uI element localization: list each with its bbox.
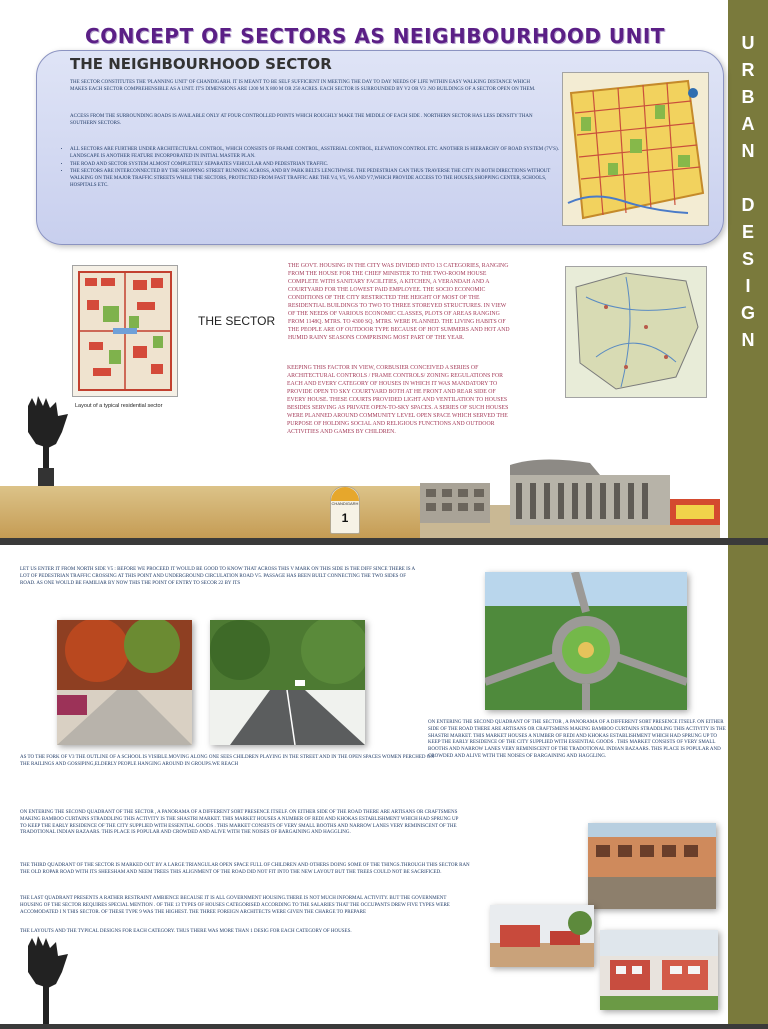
v5-caption: AS TO THE FORK OF V3 THE OUTLINE OF A SCHOOL IS VISIBLE.MOVING ALONG ONE SEES CHILDREN PLAYING IN THE STREET AND IN THE OPEN SPACES WOMEN PERCHED ON THE RAILINGS AND GOSSIPING,ELDERLY PEOPLE HANGING AROUND IN GROUPS.WE REACH: [20, 755, 434, 767]
autumn-tree-road-photo: [57, 620, 192, 745]
roundabout-aerial-photo: [485, 572, 687, 710]
intro-text: LET US ENTER IT FROM NORTH SIDE V5 : BEFORE WE PROCEED IT WOULD BE GOOD TO KNOW THAT ACROSS THIS V MARK ON THIS SIDE IS THE DIFF SINCE THERE IS A LOT OF PEDESTRIAN TRAFFIC CROSSING AT THIS POINT AND UNDERGROUND CIRCULATION ROAD V5. PASSAGE HAS BEEN BUILT CONNECTING THE TWO SIDES OF ROAD. AS ONE WOULD BE FAMILIAR BY NOW THIS THE POINT OF ENTRY TO SECOR 22 BY ITS: [20, 567, 415, 586]
sidebar-letter: G: [740, 303, 755, 323]
sidebar-letter: R: [741, 60, 755, 80]
page-two-sidebar: [728, 545, 768, 1024]
sector-layout-map: [72, 265, 178, 397]
layouts-text: THE LAYOUTS AND THE TYPICAL DESIGNS FOR EACH CATEGORY. THUS THERE WAS MORE THAN 1 DESIG FOR EACH CATEGORY OF HOUSES.: [20, 929, 352, 934]
second-quadrant-text-right: ON ENTERING THE SECOND QUADRANT OF THE SECTOR , A PANORAMA OF A DIFFERENT SORT PRESENCE ITSELF. ON EITHER SIDE OF THE ROAD THERE ARE ARTISANS OR CRAFTSMENS MAKING BAMBOO CURTAINS STRADDLING THIS ACTIVITY IS THE SHASTRI MARKET. THIS MARKET HOUSES A NUMBER OF REDI AND KHOKAS ESTABLISHMENT WHICH HAD SPRUNG UP TO KEEP THE EARLY RESIDENCE OF THE CITY SUPPLIED WITH ESSENTIAL GOODS . THIS MARKET CONSISTS OF VERY SMALL BOOTHS AND NARROW LANES VERY REMINISCENT OF THE TRADOTIONAL INDIAN BAZAARS. THIS PLACE IS POPULAR AND CROWDED AND ALIVE WITH THE NOISES OF BARGAINING AND HAGGLING.: [428, 720, 726, 759]
last-quadrant-text: THE LAST QUADRANT PRESENTS A RATHER RESTRAINT AMBIENCE BECAUSE IT IS ALL GOVERNMENT HOUSING.THERE IS NOT MUCH INFORMAL ACTIVITY. BUT THE GOVERNMENT HOUSING OF THE SECTOR REQUIRES SPECIAL MENTION . OF THE 13 TYPES OF HOUSES CATEGORISED ACCORDING TO THE SALARIES THAT THE OCCUPANTS DREW FIVE TYPES WERE ACCOMODATED I N THIS SECTOR. OF THESE TYPE 9 WAS THE HIGHEST. THE THREE FOREIGN ARCHITECTS WERE GIVEN THE CHARGE TO PREPARE: [20, 896, 450, 915]
sidebar-letter: [728, 165, 768, 192]
layout-caption: Layout of a typical residential sector: [75, 403, 163, 409]
capitol-buildings-image: [420, 455, 720, 538]
list-item: • THE ROAD AND SECTOR SYSTEM ALMOST COMPLETELY SEPARATES VEHICULAR AND PEDESTRIAN TRAFFIC.: [70, 162, 562, 169]
government-housing-photo: [600, 930, 718, 1010]
milestone-cap: [331, 487, 359, 501]
playground-photo: [490, 905, 594, 967]
sidebar-letter: E: [741, 222, 754, 242]
sidebar-letter: N: [741, 330, 755, 350]
panel-bullet-list: [58, 147, 562, 191]
open-hand-monument: [18, 396, 76, 493]
sector-caption: THE SECTOR: [198, 314, 276, 328]
sidebar-letter: U: [741, 33, 755, 53]
panel-paragraph: THE SECTOR CONSTITUTES THE 'PLANNING UNIT' OF CHANDIGARH. IT IS MEANT TO BE SELF SUFFICIENT IN MEETING THE DAY TO DAY NEEDS OF LIFE WITHIN EASY WALKING DISTANCE WHICH MAKES EACH SECTOR COMPREHENSIBLE AS A UNIT. IT'S DIMENSIONS ARE 1200 M X 800 M OR 250 ACRES. EACH SECTOR IS SURROUNDED BY V2 OR V3 .NO BUILDINGS OF A SECTOR OPEN ON THEM.: [70, 80, 536, 92]
architectural-controls-text: KEEPING THIS FACTOR IN VIEW, CORBUSIER CONCEIVED A SERIES OF ARCHITECTURAL CONTROLS / FRAME CONTROLS/ ZONING REGULATIONS FOR EACH AND EVERY CATEGORY OF HOUSES IN WHICH IT WAS MANDATORY TO PROVIDE OPEN TO SKY COURTYARD BOTH AT HE FRONT AND REAR SIDE OF EVERY HOUSE. THESE COURTS PROVIDED LIGHT AND VENTILATION TO HOUSES BESIDES SERVING AS PRIVATE OPEN-TO-SKY SPACES. A SERIES OF SUCH HOUSES WERE PLANNED AROUND COMMUNITY LEVEL OPEN SPACE WHICH SERVED THE PURPOSE OF HOLDING SOCIAL AND RELIGIOUS FUNCTIONS AND OUTDOOR ACTIVITIES AND GAMES BY CHILDREN.: [287, 365, 509, 435]
housing-categories-text: THE GOVT. HOUSING IN THE CITY WAS DIVIDED INTO 13 CATEGORIES, RANGING FROM THE HOUSE FOR THE CHIEF MINISTER TO THE TWO-ROOM HOUSE COMPLETE WITH SANITARY FACILITIES, A KITCHEN, A VERANDAH AND A COURTYARD FOR THE LOWEST PAID EMPLOYEE. THE SOCIO ECONOMIC CONDITIONS OF THE CITY RESTRICTED THE HEIGHT OF MOST OF THE RESIDENTIAL BUILDINGS TO TWO TO THREE STOREYED STRUCTURES. IN VIEW OF THE NEEDS OF VARIOUS ECONOMIC CLASSES, PLOTS OF AREAS RANGING FROM 1148Q. MTRS. TO 4300 SQ. MTRS. WERE PLANNED. THE LIVING HABITS OF THE PEOPLE ARE OF OUTDOOR TYPE BECAUSE OF HOT SUMMERS AND HOT AND HUMID RAINY SEASONS COMPRISING MOST PART OF THE YEAR.: [288, 263, 510, 341]
sidebar-letter: B: [741, 87, 755, 107]
sidebar-letter: I: [745, 276, 751, 296]
ground-strip: [0, 486, 430, 538]
second-quadrant-text: ON ENTERING THE SECOND QUADRANT OF THE SECTOR , A PANORAMA OF A DIFFERENT SORT PRESENCE ITSELF. ON EITHER SIDE OF THE ROAD THERE ARE ARTISANS OR CRAFTSMENS MAKING BAMBOO CURTAINS STRADDLING THIS ACTIVITY IS THE SHASTRI MARKET. THIS MARKET HOUSES A NUMBER OF REDI AND KHOKAS ESTABLISHMENT WHICH HAD SPRUNG UP TO KEEP THE EARLY RESIDENCE OF THE CITY SUPPLIED WITH ESSENTIAL GOODS . THIS MARKET CONSISTS OF VERY SMALL BOOTHS AND NARROW LANES VERY REMINISCENT OF THE TRADOTIONAL INDIAN BAZAARS. THIS PLACE IS POPULAR AND CROWDED AND ALIVE WITH THE NOISES OF BARGAINING AND HAGGLING.: [20, 810, 459, 836]
state-map: [565, 266, 707, 398]
page-title: CONCEPT OF SECTORS AS NEIGHBOURHOOD UNIT: [85, 24, 665, 48]
list-item: • THE SECTORS ARE INTERCONNECTED BY THE SHOPPING STREET RUNNING ACROSS, AND BY PARK BELTS LENGTHWISE. THE PEDESTRIAN CAN THUS TRAVERSE THE CITY IN BOTH DIRECTIONS WITHOUT WALKING ON THE MAJOR TRAFFIC STREETS WHILE THE SECTORS, PROTECTED FROM FAST TRAFFIC ARE THE V4, V5, V6 AND V7,WHICH PROVIDE ACCESS TO THE HOUSES,SHOPPING CENTER, SCHOOLS, HOSPITALS ETC.: [70, 169, 562, 189]
sidebar-letter: D: [741, 195, 755, 215]
sidebar-letter: A: [741, 114, 755, 134]
sidebar-letter: N: [741, 141, 755, 161]
milestone-label: CHANDIGARH: [331, 501, 359, 506]
milestone: [330, 486, 360, 534]
panel-heading: THE NEIGHBOURHOOD SECTOR: [70, 55, 332, 73]
chandigarh-master-plan-map: [562, 72, 709, 226]
third-quadrant-text: THE THIRD QUADRANT OF THE SECTOR IS MARKED OUT BY A LARGE TRIANGULAR OPEN SPACE FULL OF CHILDREN AND OTHERS DOING SOME OF THE THINGS.THROUGH THIS SECTOR RAN THE OLD ROPAR ROAD WITH ITS SHEESHAM AND NEEM TREES THIS ALIGNMENT OF THE ROAD DID NOT FIT INTO THE NEW LAYOUT BUT THE TREES COULD NOT BE SACRIFICED.: [20, 863, 470, 875]
milestone-number: 1: [341, 511, 349, 525]
list-item: • ALL SECTORS ARE FURTHER UNDER ARCHITECTURAL CONTROL, WHICH CONSISTS OF FRAME CONTROL, ASSTERIAL CONTROL, ELEVATION CONTROL ETC. ANOTHER IS HIERARCHY OF ROAD SYSTEM (7V'S). LANDSCAPE IS ANOTHER FEATURE INCORPORATED IN INITIAL MASTER PLAN.: [70, 147, 562, 161]
urban-design-sidebar: [728, 0, 768, 538]
panel-paragraph: ACCESS FROM THE SURROUNDING ROADS IS AVAILABLE ONLY AT FOUR CONTROLLED POINTS WHICH ROUGHLY MAKE THE MIDDLE OF EACH SIDE . NORTHERN SECTOR HAS LESS DENSITY THAN SOUTHERN SECTORS.: [70, 114, 533, 126]
tree-lined-street-photo: [210, 620, 365, 745]
open-hand-monument-bottom: [18, 936, 76, 1029]
market-street-photo: [588, 823, 716, 909]
sidebar-letter: S: [741, 249, 754, 269]
